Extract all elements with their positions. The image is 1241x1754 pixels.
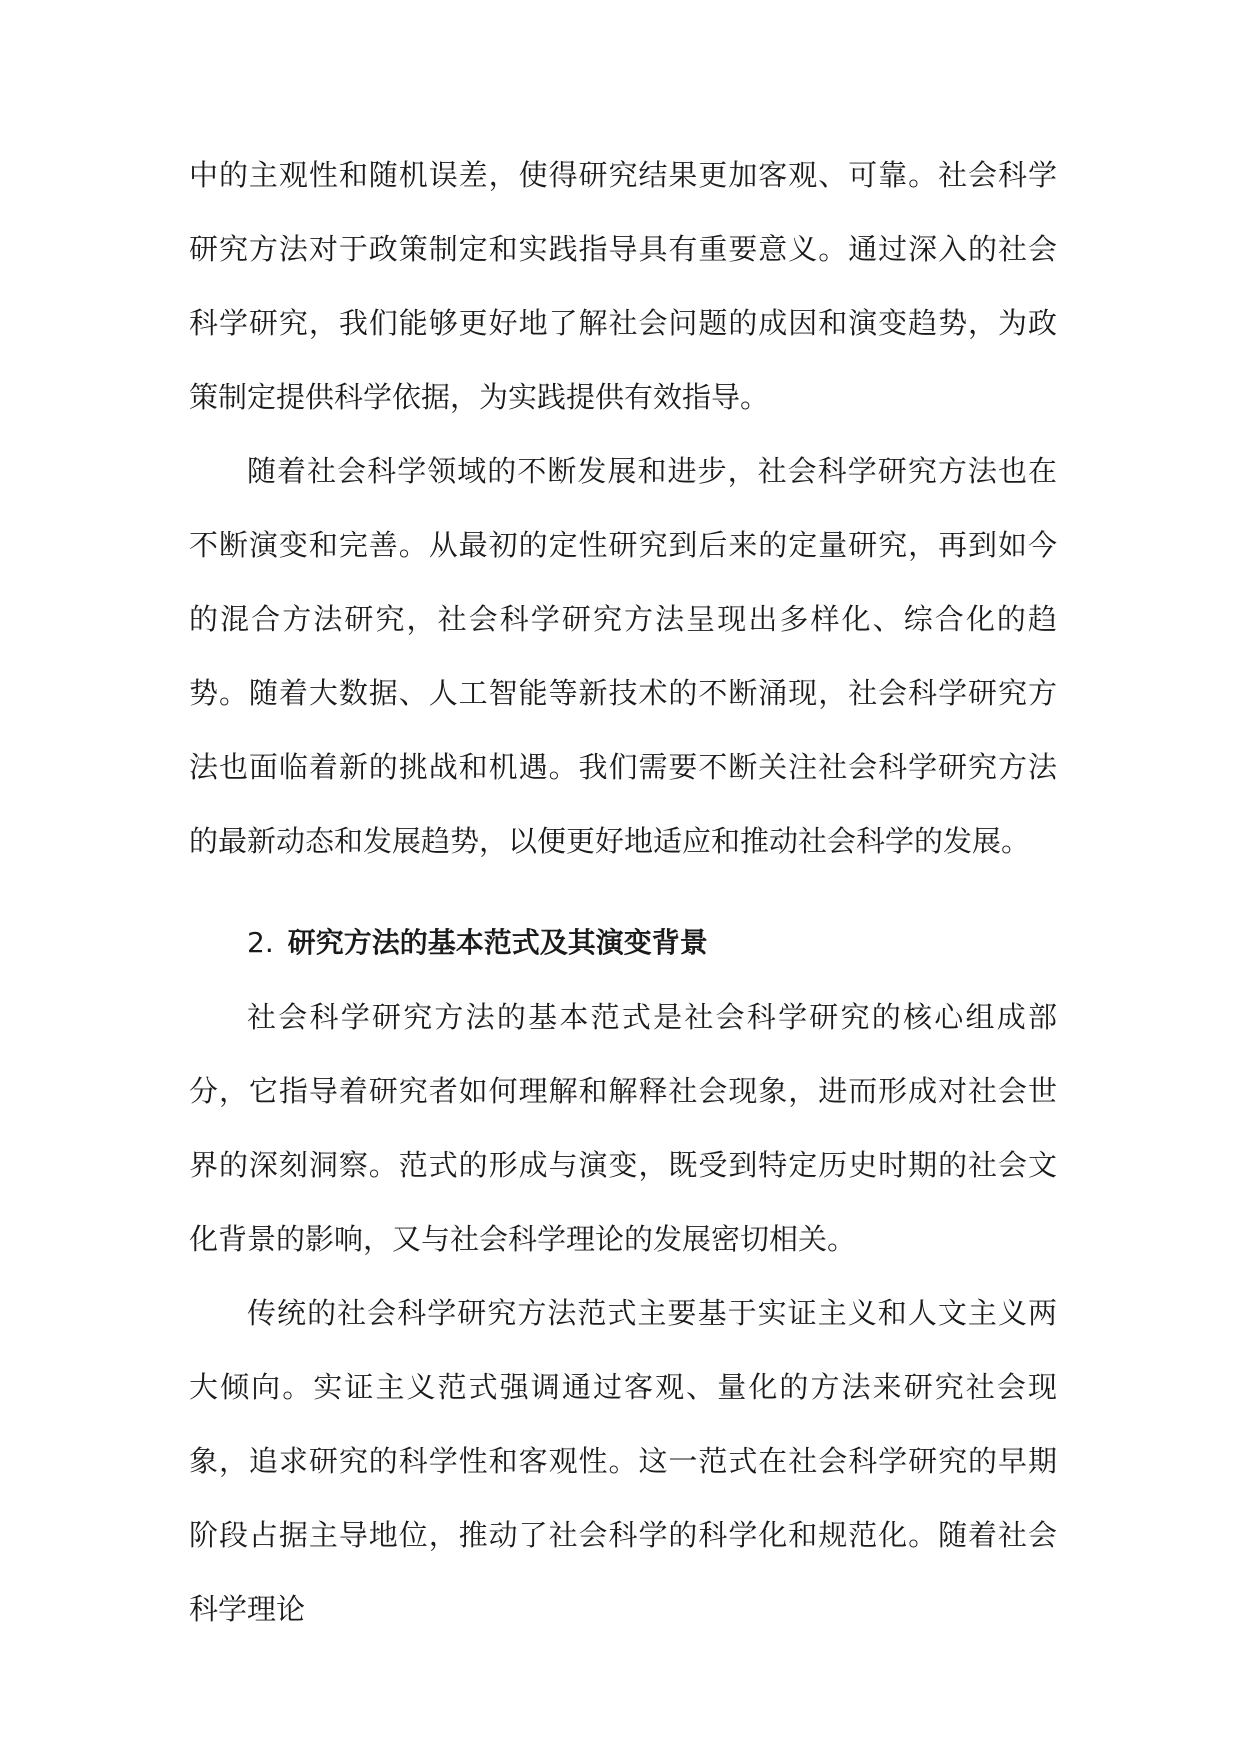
section-heading bbox=[189, 906, 1057, 980]
paragraph: 社会科学研究方法的基本范式是社会科学研究的核心组成部分，它指导着研究者如何理解和解释社会现象，进而形成对社会世界的深刻洞察。范式的形成与演变，既受到特定历史时期的社会文化背景的影响，又与社会科学理论的发展密切相关。 bbox=[189, 1000, 1057, 1256]
section-number: 2. bbox=[247, 926, 274, 959]
document-body bbox=[189, 138, 1057, 1646]
paragraph: 传统的社会科学研究方法范式主要基于实证主义和人文主义两大倾向。实证主义范式强调通过客观、量化的方法来研究社会现象，追求研究的科学性和客观性。这一范式在社会科学研究的早期阶段占据主导地位，推动了社会科学的科学化和规范化。随着社会科学理论 bbox=[189, 1296, 1057, 1626]
paragraph: 中的主观性和随机误差，使得研究结果更加客观、可靠。社会科学研究方法对于政策制定和实践指导具有重要意义。通过深入的社会科学研究，我们能够更好地了解社会问题的成因和演变趋势，为政策制定提供科学依据，为实践提供有效指导。 bbox=[189, 158, 1057, 414]
paragraph: 随着社会科学领域的不断发展和进步，社会科学研究方法也在不断演变和完善。从最初的定性研究到后来的定量研究，再到如今的混合方法研究，社会科学研究方法呈现出多样化、综合化的趋势。随着大数据、人工智能等新技术的不断涌现，社会科学研究方法也面临着新的挑战和机遇。我们需要不断关注社会科学研究方法的最新动态和发展趋势，以便更好地适应和推动社会科学的发展。 bbox=[189, 454, 1057, 858]
section-title: 研究方法的基本范式及其演变背景 bbox=[287, 926, 708, 959]
